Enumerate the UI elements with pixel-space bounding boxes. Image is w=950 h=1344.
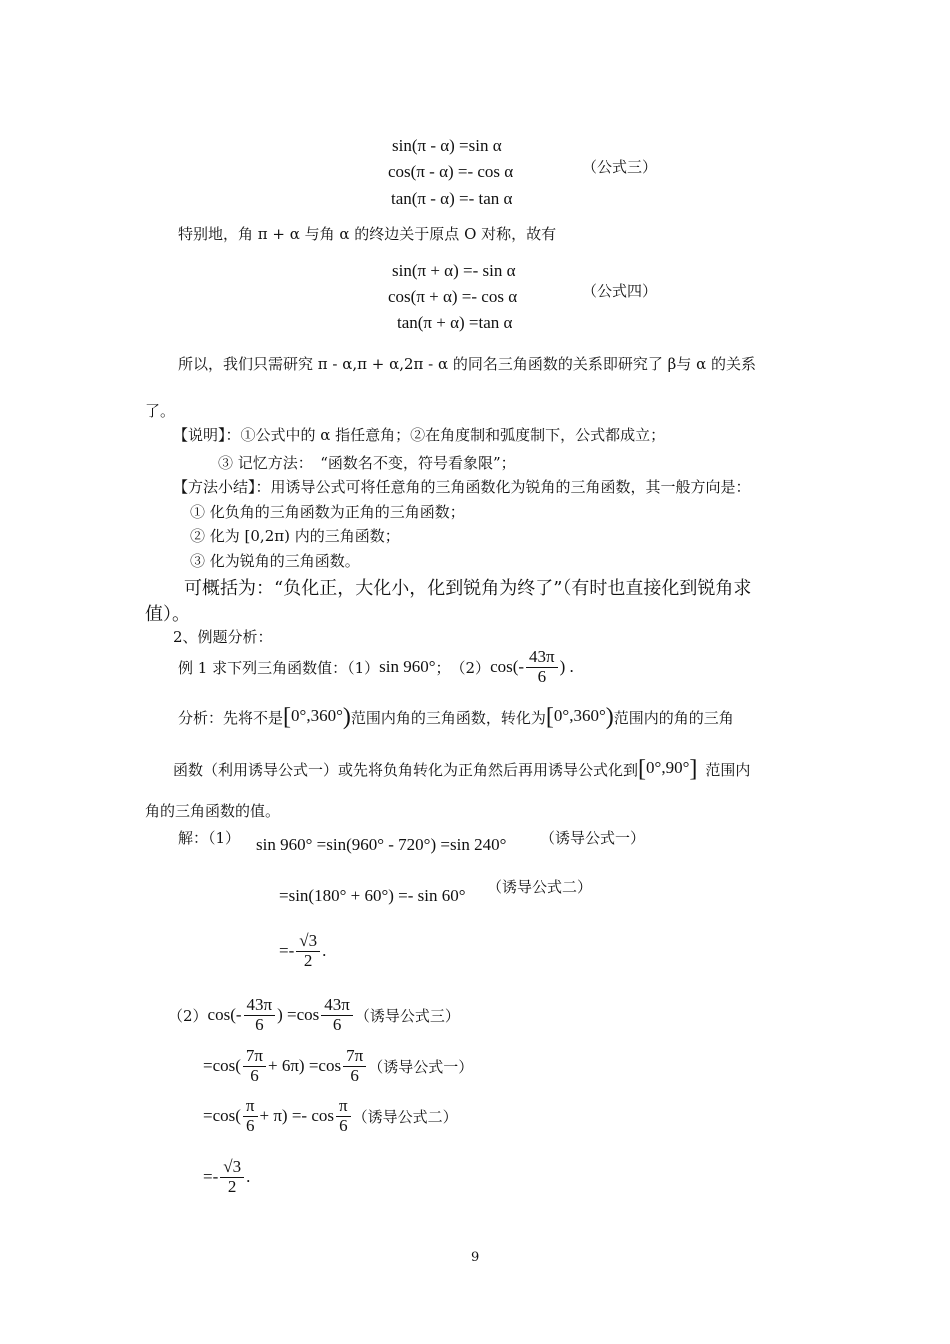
solution2-s1-fraction-2	[321, 996, 353, 1034]
fraction-denominator: 6	[245, 1115, 255, 1135]
formula3-line1: sin(π - α) =sin α	[392, 136, 502, 155]
summary-line2: 值）。	[145, 604, 190, 625]
fraction-denominator: 6	[255, 1014, 264, 1034]
analysis-line2	[173, 756, 750, 783]
range-1-value: 0°,360°	[291, 706, 343, 725]
solution2-s2-fraction-2	[343, 1047, 366, 1085]
example1-expr2-pre: cos(-	[490, 657, 525, 677]
para-so-cont: 了。	[145, 402, 176, 420]
analysis-text-e: 范围内	[705, 761, 751, 779]
range-3: [0°,90°]	[638, 756, 698, 782]
solution2-s3-fraction-2	[336, 1097, 351, 1135]
para-special: 特别地，角 π + α 与角 α 的终边关于原点 O 对称，故有	[178, 225, 557, 243]
note-line1: 【说明】：①公式中的 α 指任意角；②在角度制和弧度制下，公式都成立；	[173, 426, 666, 444]
example1-expr1: sin 960°	[379, 657, 436, 677]
fraction-denominator: 6	[339, 1115, 348, 1135]
formula4-line3: tan(π + α) =tan α	[397, 313, 513, 332]
solution1-step3-post: .	[322, 941, 327, 961]
fraction-denominator: 6	[332, 1014, 342, 1034]
example1	[178, 648, 574, 686]
solution1-step3-pre: =-	[279, 941, 295, 961]
solution1-step1-label: （诱导公式一）	[540, 829, 646, 847]
fraction-numerator: 7π	[343, 1047, 366, 1067]
analysis-line3: 角的三角函数的值。	[145, 802, 281, 820]
analysis-line1	[178, 704, 734, 731]
solution2-s2-b: + 6π) =cos	[268, 1056, 342, 1076]
example1-fraction	[526, 648, 558, 686]
fraction-denominator: 2	[227, 1176, 237, 1196]
solution2-prefix: （2）	[168, 1006, 208, 1025]
example1-expr2-post: ) .	[559, 657, 574, 677]
fraction-numerator: 43π	[244, 996, 276, 1016]
analysis-text-a: 分析：先将不是	[178, 709, 284, 727]
fraction-denominator: 6	[350, 1065, 359, 1085]
fraction-numerator: √3	[220, 1158, 244, 1178]
solution2-s2-fraction-1	[243, 1047, 266, 1085]
solution2-s3-b: + π) =- cos	[259, 1106, 335, 1126]
solution2-s1-a: cos(-	[207, 1005, 242, 1025]
solution1-step3	[279, 932, 326, 970]
example1-sep: ； （2）	[435, 658, 491, 677]
solution2-line4	[203, 1158, 250, 1196]
analysis-text-c: 范围内的角的三角	[613, 709, 734, 727]
formula3-label: （公式三）	[582, 158, 658, 176]
solution2-s3-fraction-1	[243, 1097, 258, 1135]
analysis-text-b: 范围内角的三角函数，转化为	[350, 709, 546, 727]
solution1-step2-label: （诱导公式二）	[487, 878, 593, 896]
fraction-numerator: 43π	[321, 996, 353, 1016]
fraction-numerator: √3	[296, 932, 320, 952]
solution2-s4-post: .	[246, 1167, 251, 1187]
solution2-s4-fraction	[220, 1158, 244, 1196]
fraction-denominator: 6	[537, 666, 547, 686]
fraction-numerator: π	[243, 1097, 258, 1117]
solution2-line2	[203, 1047, 473, 1085]
fraction-denominator: 2	[303, 950, 313, 970]
solution1-step2: =sin(180° + 60°) =- sin 60°	[279, 886, 466, 905]
method-item-3: ③ 化为锐角的三角函数。	[190, 552, 360, 570]
fraction-denominator: 6	[250, 1065, 259, 1085]
fraction-numerator: 43π	[526, 648, 558, 668]
summary-line1: 可概括为：“负化正，大化小，化到锐角为终了”（有时也直接化到锐角求	[184, 578, 752, 599]
range-3-value: 0°,90°	[646, 758, 690, 777]
solution2-line1	[168, 996, 460, 1034]
solution2-s3-label: （诱导公式二）	[352, 1107, 458, 1126]
fraction-numerator: π	[336, 1097, 351, 1117]
section-title: 2、例题分析：	[173, 628, 273, 646]
formula3-line2: cos(π - α) =- cos α	[388, 162, 514, 181]
formula4-line2: cos(π + α) =- cos α	[388, 287, 518, 306]
method-item-2: ② 化为 [0,2π) 内的三角函数；	[190, 527, 400, 545]
range-2: [0°,360°)	[545, 704, 614, 730]
fraction-numerator: 7π	[243, 1047, 266, 1067]
solution2-s4-pre: =-	[203, 1167, 219, 1187]
solution2-s2-label: （诱导公式一）	[368, 1057, 474, 1076]
method-title: 【方法小结】：用诱导公式可将任意角的三角函数化为锐角的三角函数，其一般方向是：	[173, 478, 751, 496]
para-so: 所以，我们只需研究 π - α,π + α,2π - α 的同名三角函数的关系即研究了 β与 α 的关系	[178, 355, 757, 373]
formula4-label: （公式四）	[582, 282, 658, 300]
solution2-s1-b: ) =cos	[277, 1005, 320, 1025]
solution2-s3-a: =cos(	[203, 1106, 241, 1126]
page-number: 9	[471, 1250, 480, 1265]
method-item-1: ① 化负角的三角函数为正角的三角函数；	[190, 503, 465, 521]
solution1-prefix: 解：（1）	[178, 829, 241, 847]
solution2-line3	[203, 1097, 458, 1135]
range-2-value: 0°,360°	[553, 706, 606, 725]
solution1-fraction	[296, 932, 320, 970]
solution2-s1-fraction-1	[244, 996, 276, 1034]
analysis-text-d: 函数（利用诱导公式一）或先将负角转化为正角然后再用诱导公式化到	[173, 761, 639, 779]
solution1-step1: sin 960° =sin(960° - 720°) =sin 240°	[256, 835, 507, 854]
note-line2: ③ 记忆方法： “函数名不变，符号看象限”；	[218, 454, 516, 472]
solution2-s1-label: （诱导公式三）	[354, 1006, 460, 1025]
formula3-line3: tan(π - α) =- tan α	[391, 189, 513, 208]
example1-prefix: 例 1 求下列三角函数值：（1）	[178, 658, 380, 677]
formula4-line1: sin(π + α) =- sin α	[392, 261, 516, 280]
solution2-s2-a: =cos(	[203, 1056, 241, 1076]
range-1: [0°,360°)	[283, 704, 351, 730]
